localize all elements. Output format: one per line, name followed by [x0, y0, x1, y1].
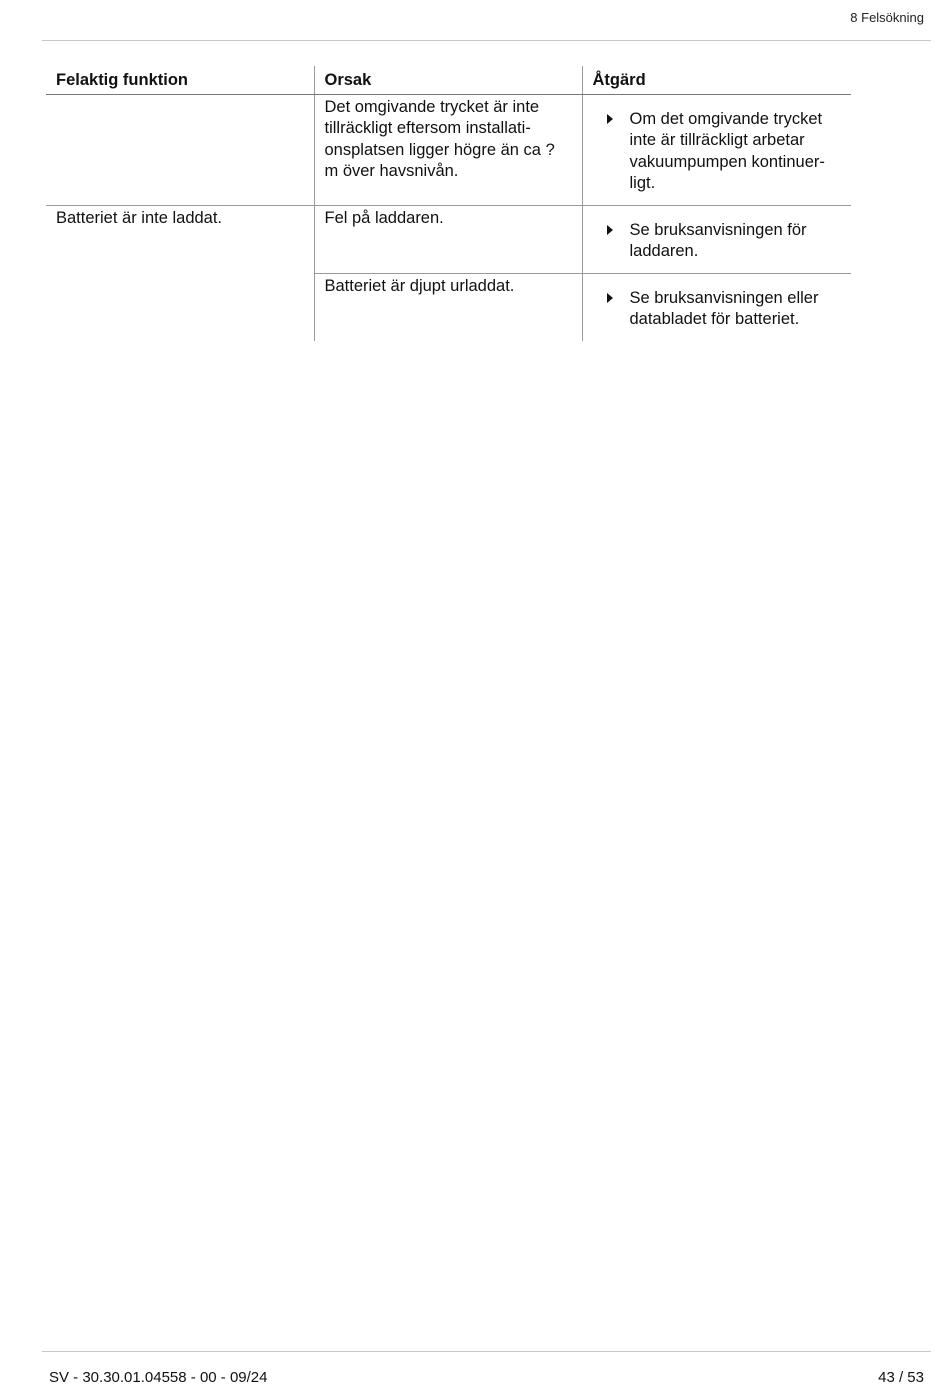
- footer-divider: [42, 1351, 931, 1352]
- cause-cell: Batteriet är djupt urladdat.: [314, 273, 582, 341]
- action-text: Om det omgivande trycket inte är tillräckligt arbetar vakuumpumpen kontinuerligt.: [629, 109, 825, 192]
- troubleshooting-table: [46, 66, 851, 341]
- table-header-row: [46, 66, 851, 94]
- action-text: Se bruksanvisningen eller databladet för batteriet.: [629, 288, 819, 328]
- action-cell: [582, 273, 851, 341]
- triangle-right-icon: [607, 220, 613, 241]
- cause-cell: Det omgivande trycket är inte tillräckligt eftersom installationsplatsen ligger högre än ca ? m över havsnivån.: [314, 94, 582, 205]
- action-item: [593, 208, 842, 263]
- header-divider: [42, 40, 931, 41]
- document-reference: SV - 30.30.01.04558 - 00 - 09/24: [49, 1369, 268, 1386]
- fault-cell: [46, 273, 314, 341]
- page-number: 43 / 53: [878, 1369, 924, 1386]
- action-item: [593, 276, 842, 331]
- table-row: [46, 94, 851, 205]
- table-row: [46, 273, 851, 341]
- triangle-right-icon: [607, 109, 613, 130]
- cause-cell: Fel på laddaren.: [314, 205, 582, 273]
- running-header: 8 Felsökning: [850, 10, 924, 25]
- column-header-fault: Felaktig funktion: [46, 66, 314, 94]
- fault-cell: Batteriet är inte laddat.: [46, 205, 314, 273]
- action-cell: [582, 205, 851, 273]
- column-header-cause: Orsak: [314, 66, 582, 94]
- triangle-right-icon: [607, 288, 613, 309]
- action-text: Se bruksanvisningen för laddaren.: [629, 220, 807, 260]
- table-row: [46, 205, 851, 273]
- action-item: [593, 97, 842, 195]
- fault-cell: [46, 94, 314, 205]
- column-header-action: Åtgärd: [582, 66, 851, 94]
- action-cell: [582, 94, 851, 205]
